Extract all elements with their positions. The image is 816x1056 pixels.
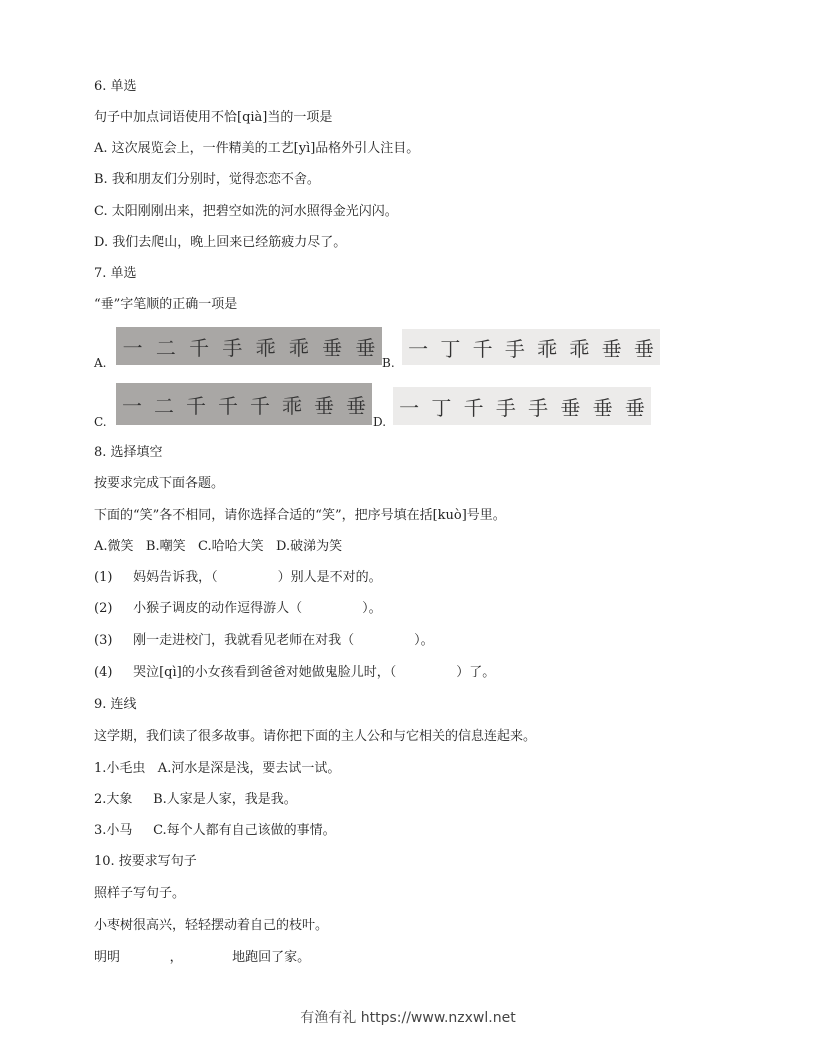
item-text-after: ）。 <box>414 633 434 648</box>
stroke-step: 二 <box>155 335 176 360</box>
stroke-step: 千 <box>250 393 270 418</box>
stroke-step: 垂 <box>560 395 581 420</box>
q6-title: 6. 单选 <box>94 79 137 94</box>
stroke-step: 一 <box>122 393 142 418</box>
q6-option-a[interactable]: A. 这次展览会上，一件精美的工艺[yì]品格外引人注目。 <box>94 141 420 156</box>
item-text-before: 小猴子调皮的动作逗得游人（ <box>133 601 303 616</box>
item-number: (1) <box>94 570 113 585</box>
q7-option-b-label[interactable]: B. <box>382 356 395 370</box>
stroke-step: 垂 <box>592 395 613 420</box>
q9-row[interactable]: 2.大象 B.人家是人家，我是我。 <box>94 792 297 807</box>
stroke-step: 垂 <box>322 335 343 360</box>
stroke-step: 千 <box>218 393 238 418</box>
q8-item <box>94 633 434 649</box>
q6-option-c[interactable]: C. 太阳刚刚出来，把碧空如洗的河水照得金光闪闪。 <box>94 204 398 219</box>
item-number: (3) <box>94 633 113 648</box>
q10-intro: 照样子写句子。 <box>94 886 186 901</box>
q7-option-a-label[interactable]: A. <box>94 356 107 370</box>
q7-option-d-label[interactable]: D. <box>373 415 387 429</box>
q10-task[interactable]: 明明 ， 地跑回了家。 <box>94 950 311 965</box>
item-text-before: 妈妈告诉我，（ <box>133 570 218 585</box>
q7-option-c-label[interactable]: C. <box>94 415 107 429</box>
q8-stem: 下面的“笑”各不相同，请你选择合适的“笑”，把序号填在括[kuò]号里。 <box>94 508 506 523</box>
stroke-step: 手 <box>222 335 243 360</box>
stroke-step: 千 <box>472 336 493 361</box>
q9-row[interactable]: 3.小马 C.每个人都有自己该做的事情。 <box>94 823 336 838</box>
stroke-step: 垂 <box>633 336 654 361</box>
stroke-step: 手 <box>504 336 525 361</box>
stroke-step: 二 <box>154 393 174 418</box>
q10-example: 小枣树很高兴，轻轻摆动着自己的枝叶。 <box>94 918 329 933</box>
q8-item <box>94 601 382 617</box>
q9-stem: 这学期，我们读了很多故事。请你把下面的主人公和与它相关的信息连起来。 <box>94 729 537 744</box>
item-text-before: 哭泣[qì]的小女孩看到爸爸对她做鬼脸儿时，（ <box>133 665 397 680</box>
item-text-before: 刚一走进校门，我就看见老师在对我（ <box>133 633 355 648</box>
stroke-step: 一 <box>122 335 143 360</box>
stroke-step: 乖 <box>255 335 276 360</box>
q6-stem: 句子中加点词语使用不恰[qià]当的一项是 <box>94 110 333 125</box>
stroke-step: 乖 <box>569 336 590 361</box>
stroke-step: 千 <box>463 395 484 420</box>
q7-stem: “垂”字笔顺的正确一项是 <box>94 297 238 312</box>
stroke-step: 乖 <box>282 393 302 418</box>
stroke-step: 垂 <box>601 336 622 361</box>
q7-title: 7. 单选 <box>94 266 137 281</box>
q6-option-d[interactable]: D. 我们去爬山，晚上回来已经筋疲力尽了。 <box>94 235 347 250</box>
stroke-step: 垂 <box>314 393 334 418</box>
stroke-step: 千 <box>189 335 210 360</box>
stroke-step: 垂 <box>355 335 376 360</box>
stroke-step: 一 <box>399 395 420 420</box>
q8-intro: 按要求完成下面各题。 <box>94 476 225 491</box>
q7-option-a-strokes-image[interactable] <box>116 327 382 365</box>
footer-watermark: 有渔有礼 https://www.nzxwl.net <box>300 1010 516 1026</box>
q9-title: 9. 连线 <box>94 697 137 712</box>
q7-option-d-strokes-image[interactable] <box>393 387 651 425</box>
item-text-after: ）。 <box>362 601 382 616</box>
item-number: (2) <box>94 601 113 616</box>
stroke-step: 一 <box>408 336 429 361</box>
q8-choices: A.微笑 B.嘲笑 C.哈哈大笑 D.破涕为笑 <box>94 539 343 554</box>
q8-item <box>94 570 382 586</box>
stroke-step: 乖 <box>288 335 309 360</box>
stroke-step: 丁 <box>440 336 461 361</box>
q7-option-b-strokes-image[interactable] <box>402 329 660 365</box>
q6-option-b[interactable]: B. 我和朋友们分别时，觉得恋恋不舍。 <box>94 172 320 187</box>
stroke-step: 垂 <box>624 395 645 420</box>
stroke-step: 手 <box>495 395 516 420</box>
item-text-after: ）别人是不对的。 <box>277 570 382 585</box>
q9-row[interactable]: 1.小毛虫 A.河水是深是浅，要去试一试。 <box>94 761 341 776</box>
q8-title: 8. 选择填空 <box>94 445 163 460</box>
item-text-after: ）了。 <box>456 665 496 680</box>
stroke-step: 丁 <box>431 395 452 420</box>
q7-option-c-strokes-image[interactable] <box>116 383 372 425</box>
q10-title: 10. 按要求写句子 <box>94 854 197 869</box>
item-number: (4) <box>94 665 113 680</box>
q8-item <box>94 665 495 681</box>
stroke-step: 千 <box>186 393 206 418</box>
stroke-step: 手 <box>528 395 549 420</box>
stroke-step: 乖 <box>537 336 558 361</box>
stroke-step: 垂 <box>346 393 366 418</box>
